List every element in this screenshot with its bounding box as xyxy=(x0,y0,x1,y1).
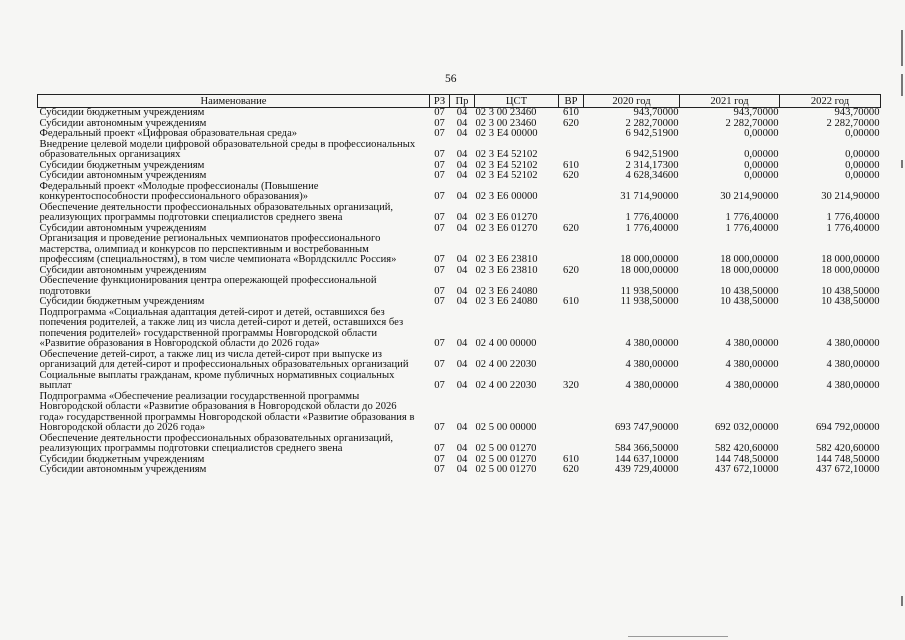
cell-pr: 04 xyxy=(456,380,468,391)
cell-pr: 04 xyxy=(456,264,468,276)
cell-cst: 02 4 00 22030 xyxy=(475,359,537,370)
cell-cst: 02 3 E6 23810 xyxy=(475,264,538,276)
cell-2022: 18 000,00000 xyxy=(821,254,880,265)
cell-2021: 0,00000 xyxy=(744,149,779,160)
table-row xyxy=(38,182,881,203)
cell-name: Субсидии бюджетным учреждениям xyxy=(39,107,205,118)
cell-name: Субсидии бюджетным учреждениям xyxy=(39,296,205,307)
cell-cst: 02 4 00 22030 xyxy=(475,380,537,391)
cell-cst: 02 3 E4 00000 xyxy=(475,128,538,139)
cell-2021: 18 000,00000 xyxy=(720,264,779,276)
cell-pr: 04 xyxy=(456,453,468,465)
cell-pr: 04 xyxy=(456,422,468,433)
cell-2022: 1 776,40000 xyxy=(826,212,880,223)
page-number: 56 xyxy=(445,73,457,85)
col-header-2021: 2021 год xyxy=(680,95,780,108)
cell-2020: 31 714,90000 xyxy=(620,191,679,202)
cell-2021: 437 672,10000 xyxy=(714,464,779,475)
cell-2020: 439 729,40000 xyxy=(614,464,679,475)
cell-rz: 07 xyxy=(434,170,445,181)
cell-pr: 04 xyxy=(456,443,468,454)
cell-cst: 02 3 00 23460 xyxy=(475,117,537,129)
cell-name: Обеспечение деятельности профессиональных образовательных организаций, реализующих программы подготовки специалистов среднего звена xyxy=(39,432,394,454)
col-header-pr: Пр xyxy=(450,95,475,108)
cell-cst: 02 5 00 00000 xyxy=(475,422,537,433)
cell-pr: 04 xyxy=(456,222,468,234)
cell-pr: 04 xyxy=(456,296,468,307)
cell-rz: 07 xyxy=(434,159,445,171)
cell-vr: 620 xyxy=(563,264,579,276)
cell-vr: 620 xyxy=(563,170,579,181)
cell-2020: 4 380,00000 xyxy=(625,338,679,349)
cell-rz: 07 xyxy=(434,464,445,475)
cell-pr: 04 xyxy=(456,117,468,129)
cell-name: Обеспечение функционирования центра опережающей профессиональной подготовки xyxy=(39,275,377,297)
cell-2022: 18 000,00000 xyxy=(821,264,880,276)
table-row xyxy=(38,140,881,161)
cell-2022: 582 420,60000 xyxy=(815,443,880,454)
cell-2021: 30 214,90000 xyxy=(720,191,779,202)
cell-vr xyxy=(559,350,584,371)
table-row xyxy=(38,350,881,371)
table-row xyxy=(38,129,881,140)
cell-rz: 07 xyxy=(434,453,445,465)
cell-cst: 02 3 E6 24080 xyxy=(475,285,538,297)
table-row xyxy=(38,171,881,182)
cell-pr: 04 xyxy=(456,170,468,181)
cell-name: Обеспечение детей-сирот, а также лиц из числа детей-сирот при выпуске из организаций для детей-сирот и профессиональных образовательных организаций xyxy=(39,348,409,370)
cell-pr: 04 xyxy=(456,338,468,349)
cell-rz: 07 xyxy=(434,264,445,276)
cell-2022: 0,00000 xyxy=(845,128,880,139)
cell-2020: 4 380,00000 xyxy=(625,359,679,370)
cell-2020: 943,70000 xyxy=(633,107,679,118)
cell-vr: 620 xyxy=(563,464,579,475)
cell-2021: 943,70000 xyxy=(733,107,779,118)
cell-cst: 02 4 00 00000 xyxy=(475,338,537,349)
cell-cst: 02 3 E6 24080 xyxy=(475,296,538,307)
cell-name: Социальные выплаты гражданам, кроме публичных нормативных социальных выплат xyxy=(39,369,395,391)
cell-cst: 02 3 00 23460 xyxy=(475,107,537,118)
cell-pr: 04 xyxy=(456,212,468,223)
cell-2021: 10 438,50000 xyxy=(720,296,779,307)
cell-rz: 07 xyxy=(434,191,445,202)
cell-2020: 2 282,70000 xyxy=(625,117,679,129)
cell-vr: 610 xyxy=(563,107,579,118)
cell-2022: 437 672,10000 xyxy=(815,464,880,475)
cell-2021: 692 032,00000 xyxy=(714,422,779,433)
cell-rz: 07 xyxy=(434,222,445,234)
table-row xyxy=(38,297,881,308)
cell-name: Субсидии автономным учреждениям xyxy=(39,222,207,234)
cell-2021: 0,00000 xyxy=(744,159,779,171)
cell-2022: 943,70000 xyxy=(834,107,880,118)
cell-pr: 04 xyxy=(456,285,468,297)
cell-vr: 610 xyxy=(563,296,579,307)
cell-2021: 4 380,00000 xyxy=(725,359,779,370)
cell-2022: 0,00000 xyxy=(845,159,880,171)
cell-cst: 02 3 E6 01270 xyxy=(475,222,538,234)
table-row xyxy=(38,392,881,434)
cell-2022: 4 380,00000 xyxy=(826,359,880,370)
cell-2021: 144 748,50000 xyxy=(714,453,779,465)
cell-2020: 1 776,40000 xyxy=(625,212,679,223)
cell-vr xyxy=(559,434,584,455)
cell-cst: 02 3 E4 52102 xyxy=(475,149,538,160)
cell-2021: 2 282,70000 xyxy=(725,117,779,129)
col-header-vr: ВР xyxy=(559,95,584,108)
table-header-row xyxy=(38,95,881,108)
cell-2020: 144 637,10000 xyxy=(614,453,679,465)
cell-name: Внедрение целевой модели цифровой образовательной среды в профессиональных образовательных организациях xyxy=(39,138,416,160)
cell-cst: 02 3 E6 00000 xyxy=(475,191,538,202)
cell-2022: 30 214,90000 xyxy=(821,191,880,202)
table-body xyxy=(38,108,881,476)
cell-rz: 07 xyxy=(434,254,445,265)
cell-name: Федеральный проект «Молодые профессионалы (Повышение конкурентоспособности профессионального образования)» xyxy=(39,180,319,202)
scan-bottom-mark xyxy=(628,636,728,637)
cell-name: Подпрограмма «Социальная адаптация детей-сирот и детей, оставшихся без попечения родителей, а также лиц из числа детей-сирот и детей, оставшихся без попечения родителей» государственной программы Новгородской области «Развитие образования в Новгородской области до 2026 года» xyxy=(39,306,404,349)
col-header-rz: РЗ xyxy=(430,95,450,108)
cell-rz: 07 xyxy=(434,117,445,129)
cell-rz: 07 xyxy=(434,212,445,223)
cell-rz: 07 xyxy=(434,443,445,454)
cell-2021: 0,00000 xyxy=(744,128,779,139)
cell-rz: 07 xyxy=(434,338,445,349)
cell-name: Субсидии бюджетным учреждениям xyxy=(39,159,205,171)
cell-pr: 04 xyxy=(456,159,468,171)
cell-2021: 1 776,40000 xyxy=(725,222,779,234)
cell-vr xyxy=(559,140,584,161)
cell-name: Субсидии автономным учреждениям xyxy=(39,264,207,276)
cell-cst: 02 3 E4 52102 xyxy=(475,170,538,181)
cell-cst: 02 3 E6 23810 xyxy=(475,254,538,265)
col-header-cst: ЦСТ xyxy=(475,95,559,108)
table-row xyxy=(38,203,881,224)
table-row xyxy=(38,108,881,119)
cell-rz: 07 xyxy=(434,128,445,139)
cell-rz: 07 xyxy=(434,296,445,307)
cell-pr: 04 xyxy=(456,359,468,370)
cell-vr: 620 xyxy=(563,222,579,234)
cell-rz: 07 xyxy=(434,422,445,433)
cell-2021: 4 380,00000 xyxy=(725,380,779,391)
cell-cst: 02 3 E4 52102 xyxy=(475,159,538,171)
cell-rz: 07 xyxy=(434,380,445,391)
cell-vr: 620 xyxy=(563,117,579,129)
cell-pr: 04 xyxy=(456,107,468,118)
cell-2020: 584 366,50000 xyxy=(614,443,679,454)
budget-table xyxy=(37,94,881,476)
cell-2021: 18 000,00000 xyxy=(720,254,779,265)
cell-2020: 4 380,00000 xyxy=(625,380,679,391)
cell-name: Субсидии автономным учреждениям xyxy=(39,117,207,129)
table-row xyxy=(38,465,881,476)
cell-vr: 610 xyxy=(563,453,579,465)
cell-2021: 0,00000 xyxy=(744,170,779,181)
cell-2020: 4 628,34600 xyxy=(625,170,679,181)
table-row xyxy=(38,371,881,392)
cell-vr xyxy=(559,392,584,434)
cell-name: Субсидии автономным учреждениям xyxy=(39,464,207,475)
cell-2020: 11 938,50000 xyxy=(620,296,679,307)
col-header-name: Наименование xyxy=(38,95,430,108)
table-row xyxy=(38,434,881,455)
cell-2020: 2 314,17300 xyxy=(625,159,679,171)
cell-2020: 11 938,50000 xyxy=(620,285,679,297)
cell-name: Субсидии автономным учреждениям xyxy=(39,170,207,181)
scan-edge-mark xyxy=(899,0,903,640)
table-row xyxy=(38,276,881,297)
cell-2022: 10 438,50000 xyxy=(821,285,880,297)
cell-rz: 07 xyxy=(434,149,445,160)
cell-2020: 1 776,40000 xyxy=(625,222,679,234)
col-header-2022: 2022 год xyxy=(780,95,881,108)
cell-2022: 4 380,00000 xyxy=(826,380,880,391)
table-row xyxy=(38,308,881,350)
cell-vr xyxy=(559,182,584,203)
cell-rz: 07 xyxy=(434,107,445,118)
cell-vr xyxy=(559,276,584,297)
cell-name: Субсидии бюджетным учреждениям xyxy=(39,453,205,465)
cell-cst: 02 5 00 01270 xyxy=(475,453,537,465)
cell-2022: 1 776,40000 xyxy=(826,222,880,234)
cell-rz: 07 xyxy=(434,285,445,297)
cell-2022: 0,00000 xyxy=(845,170,880,181)
cell-name: Обеспечение деятельности профессиональных образовательных организаций, реализующих программы подготовки специалистов среднего звена xyxy=(39,201,394,223)
cell-2022: 694 792,00000 xyxy=(815,422,880,433)
cell-pr: 04 xyxy=(456,149,468,160)
cell-2021: 4 380,00000 xyxy=(725,338,779,349)
cell-vr: 320 xyxy=(563,380,579,391)
cell-2020: 6 942,51900 xyxy=(625,149,679,160)
cell-pr: 04 xyxy=(456,254,468,265)
cell-cst: 02 3 E6 01270 xyxy=(475,212,538,223)
cell-rz: 07 xyxy=(434,359,445,370)
cell-2022: 4 380,00000 xyxy=(826,338,880,349)
cell-name: Организация и проведение региональных чемпионатов профессионального мастерства, олимпиад и конкурсов по перспективным и востребованным профессиям (специальностям), в том числе чемпионата «Ворлдскиллс Россия» xyxy=(39,233,397,265)
cell-2021: 10 438,50000 xyxy=(720,285,779,297)
cell-2021: 582 420,60000 xyxy=(714,443,779,454)
cell-2022: 0,00000 xyxy=(845,149,880,160)
cell-2022: 144 748,50000 xyxy=(815,453,880,465)
cell-pr: 04 xyxy=(456,191,468,202)
cell-2020: 18 000,00000 xyxy=(620,264,679,276)
cell-name: Подпрограмма «Обеспечение реализации государственной программы Новгородской области «Развитие образования в Новгородской области до 2026 года» государственной программы Новгородской области «Развитие образования в Новгородской области до 2026 года» xyxy=(39,390,415,433)
cell-vr xyxy=(559,234,584,266)
cell-vr xyxy=(559,129,584,140)
table-row xyxy=(38,234,881,266)
cell-cst: 02 5 00 01270 xyxy=(475,443,537,454)
cell-2020: 6 942,51900 xyxy=(625,128,679,139)
cell-pr: 04 xyxy=(456,464,468,475)
cell-vr: 610 xyxy=(563,159,579,171)
cell-2021: 1 776,40000 xyxy=(725,212,779,223)
cell-pr: 04 xyxy=(456,128,468,139)
cell-vr xyxy=(559,308,584,350)
col-header-2020: 2020 год xyxy=(584,95,680,108)
cell-2022: 10 438,50000 xyxy=(821,296,880,307)
cell-2022: 2 282,70000 xyxy=(826,117,880,129)
cell-cst: 02 5 00 01270 xyxy=(475,464,537,475)
cell-vr xyxy=(559,203,584,224)
cell-2020: 693 747,90000 xyxy=(614,422,679,433)
cell-2020: 18 000,00000 xyxy=(620,254,679,265)
cell-name: Федеральный проект «Цифровая образовательная среда» xyxy=(39,128,298,139)
